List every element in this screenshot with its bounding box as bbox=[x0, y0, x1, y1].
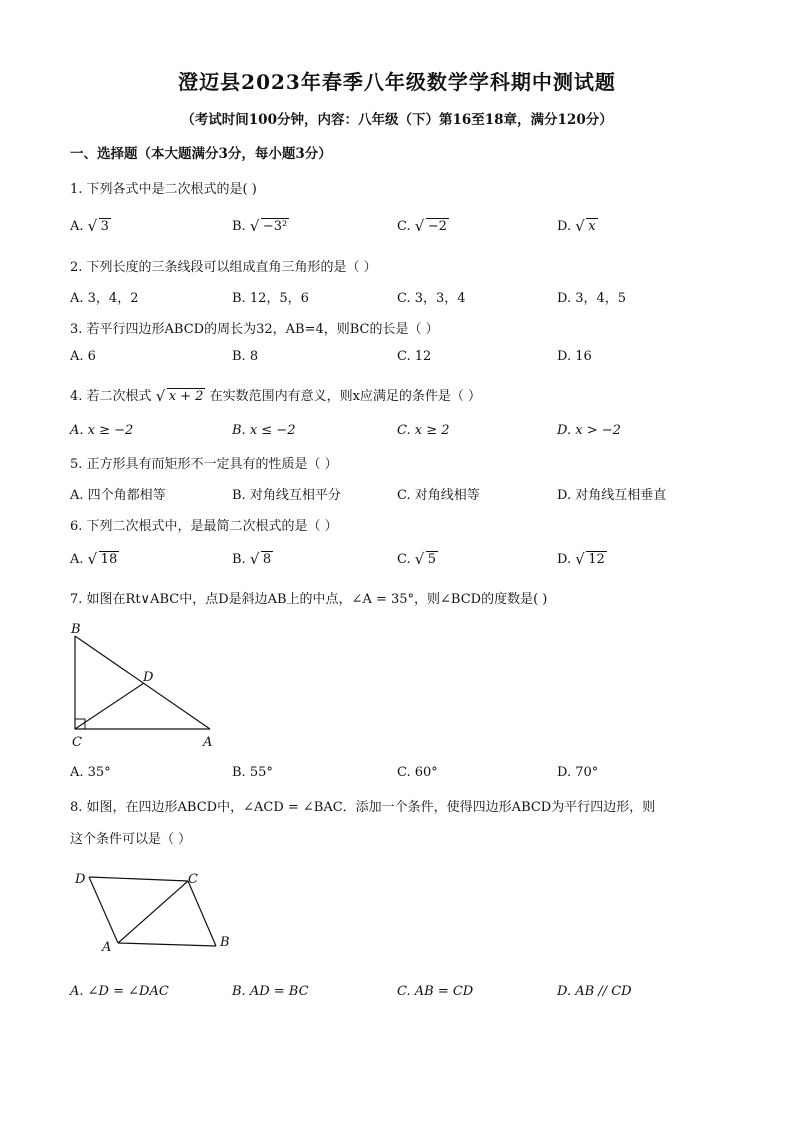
label-d: D bbox=[75, 872, 86, 887]
question-2-stem: 2. 下列长度的三条线段可以组成直角三角形的是（ ） bbox=[70, 260, 377, 275]
section-heading: 一、选择题（本大题满分3分，每小题3分） bbox=[70, 146, 332, 162]
question-4-option-b: B. x ≤ −2 bbox=[232, 423, 296, 438]
question-4-stem: 4. 若二次根式 √ x + 2 在实数范围内有意义，则x应满足的条件是（ ） bbox=[70, 387, 482, 405]
sqrt-expression: √ −2 bbox=[414, 217, 447, 235]
question-8-option-c: C. AB = CD bbox=[397, 984, 474, 999]
label-b: B bbox=[220, 935, 230, 950]
question-5-stem: 5. 正方形具有而矩形不一定具有的性质是（ ） bbox=[70, 457, 338, 472]
question-7-option-c: C. 60° bbox=[397, 765, 438, 780]
question-6-stem: 6. 下列二次根式中，是最简二次根式的是（ ） bbox=[70, 519, 338, 534]
side-dc bbox=[89, 877, 188, 881]
side-ab bbox=[118, 943, 216, 946]
question-5-option-b: B. 对角线互相平分 bbox=[232, 488, 341, 503]
sqrt-expression: √ 3 bbox=[87, 217, 109, 235]
exam-info: （考试时间100分钟，内容：八年级（下）第16至18章，满分120分） bbox=[181, 112, 613, 128]
question-4-option-c: C. x ≥ 2 bbox=[397, 423, 450, 438]
question-7-stem: 7. 如图在Rt∨ABC中，点D是斜边AB上的中点，∠A = 35°，则∠BCD的度数是( ) bbox=[70, 592, 548, 607]
question-5-option-c: C. 对角线相等 bbox=[397, 488, 480, 503]
option-letter: B. bbox=[232, 219, 246, 234]
label-c: C bbox=[188, 872, 198, 887]
sqrt-expression: √ x + 2 bbox=[155, 387, 204, 405]
question-2-option-d: D. 3，4，5 bbox=[557, 291, 627, 306]
right-triangle-figure bbox=[66, 618, 226, 750]
page-title: 澄迈县2023年春季八年级数学学科期中测试题 bbox=[178, 70, 616, 94]
label-a: A bbox=[102, 940, 112, 955]
option-letter: A. bbox=[70, 219, 84, 234]
question-1-option-c bbox=[397, 219, 449, 234]
question-7-option-b: B. 55° bbox=[232, 765, 273, 780]
question-4-option-a: A. x ≥ −2 bbox=[70, 423, 134, 438]
question-2-option-c: C. 3，3，4 bbox=[397, 291, 466, 306]
sqrt-expression: √ 18 bbox=[87, 550, 118, 568]
sqrt-expression: √ x bbox=[575, 217, 596, 235]
sqrt-expression: √ 8 bbox=[249, 550, 272, 568]
label-d: D bbox=[143, 670, 154, 685]
sqrt-expression: √ 12 bbox=[575, 550, 605, 568]
question-1-stem: 1. 下列各式中是二次根式的是( ) bbox=[70, 182, 257, 197]
question-6-option-b: B. √ 8 bbox=[232, 550, 272, 568]
question-5-option-a: A. 四个角都相等 bbox=[70, 488, 166, 503]
question-2-option-b: B. 12，5，6 bbox=[232, 291, 309, 306]
question-3-option-a: A. 6 bbox=[70, 349, 96, 364]
side-cb bbox=[188, 881, 216, 946]
question-8-option-a: A. ∠D = ∠DAC bbox=[70, 984, 169, 999]
sqrt-expression: √ 5 bbox=[414, 550, 437, 568]
question-6-option-c: C. √ 5 bbox=[397, 550, 437, 568]
question-8-option-d: D. AB // CD bbox=[557, 984, 632, 999]
question-8-stem-continued: 这个条件可以是（ ） bbox=[70, 832, 192, 847]
question-6-option-a: A. √ 18 bbox=[70, 550, 118, 568]
question-7-option-d: D. 70° bbox=[557, 765, 599, 780]
side-da bbox=[89, 877, 118, 943]
question-4-option-d: D. x > −2 bbox=[557, 423, 621, 438]
label-c: C bbox=[72, 735, 82, 750]
question-6-option-d: D. √ 12 bbox=[557, 550, 605, 568]
question-3-stem: 3. 若平行四边形ABCD的周长为32，AB=4，则BC的长是（ ） bbox=[70, 322, 439, 337]
question-3-option-b: B. 8 bbox=[232, 349, 259, 364]
label-b: B bbox=[71, 622, 81, 637]
sqrt-expression: √ −3² bbox=[249, 217, 288, 235]
question-2-option-a: A. 3，4，2 bbox=[70, 291, 139, 306]
question-3-option-d: D. 16 bbox=[557, 349, 592, 364]
label-a: A bbox=[203, 735, 213, 750]
question-1-option-d bbox=[557, 219, 598, 234]
question-1-option-a bbox=[70, 219, 111, 234]
question-1-option-b bbox=[232, 219, 289, 234]
question-3-option-c: C. 12 bbox=[397, 349, 432, 364]
quadrilateral-figure bbox=[70, 868, 240, 958]
question-7-option-a: A. 35° bbox=[70, 765, 111, 780]
question-8-stem: 8. 如图，在四边形ABCD中，∠ACD = ∠BAC．添加一个条件，使得四边形ABCD为平行四边形，则 bbox=[70, 800, 656, 815]
diagonal-ac bbox=[118, 881, 188, 943]
question-8-option-b: B. AD = BC bbox=[232, 984, 309, 999]
question-5-option-d: D. 对角线互相垂直 bbox=[557, 488, 667, 503]
option-letter: C. bbox=[397, 219, 411, 234]
option-letter: D. bbox=[557, 219, 572, 234]
